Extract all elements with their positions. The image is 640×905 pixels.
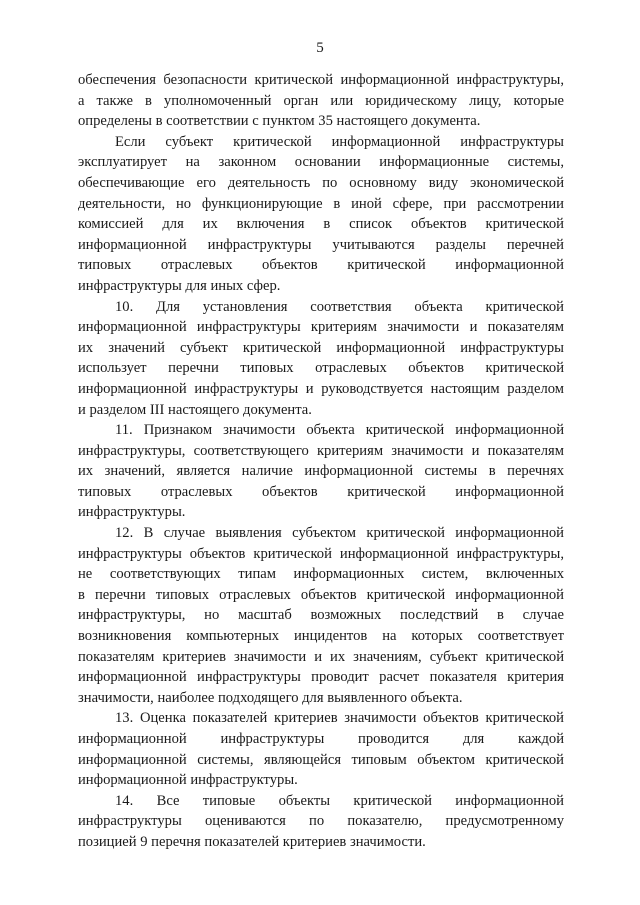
paragraph-line: информационной инфраструктуры проводится для каждой (78, 731, 564, 747)
paragraph-line: инфраструктуры объектов критической информационной инфраструктуры, (78, 545, 564, 562)
paragraph-line: информационной инфраструктуры и руководствуется настоящим разделом (78, 380, 564, 397)
paragraph-line: их значений субъект критической информационной инфраструктуры (78, 339, 564, 356)
paragraph-line: не соответствующих типам информационных систем, включенных (78, 566, 564, 583)
paragraph (78, 708, 564, 790)
paragraph-line: инфраструктуры для иных сфер. (78, 277, 281, 294)
paragraph-line: информационной инфраструктуры критериям значимости и показателям (78, 319, 564, 336)
paragraph-line: Если субъект критической информационной инфраструктуры (115, 133, 564, 150)
paragraph-line: их значений, является наличие информационной системы в перечнях (78, 463, 564, 480)
paragraph-line: эксплуатирует на законном основании информационные системы, (78, 154, 564, 171)
paragraph-line: инфраструктуры, соответствующего критериям значимости и показателям (78, 442, 564, 459)
paragraph-line: 13. Оценка показателей критериев значимости объектов критической (115, 710, 564, 727)
paragraph-line: информационной инфраструктуры учитываются разделы перечней (78, 236, 564, 253)
page-number: 5 (316, 40, 324, 56)
paragraph-line: показателям критериев значимости и их значениям, субъект критической (78, 648, 564, 665)
paragraph-line: типовых отраслевых объектов критической информационной (78, 257, 564, 274)
paragraph-line: возникновения компьютерных инцидентов на которых соответствует (78, 628, 564, 645)
paragraph-line: а также в уполномоченный орган или юридическому лицу, которые (78, 92, 564, 109)
paragraph-line: использует перечни типовых отраслевых объектов критической (78, 360, 564, 377)
paragraph (78, 297, 564, 421)
paragraph-line: в перечни типовых отраслевых объектов критической информационной (78, 586, 564, 603)
paragraph-line: значимости, наиболее подходящего для выявленного объекта. (78, 689, 463, 706)
paragraph-line: обеспечения безопасности критической информационной инфраструктуры, (78, 72, 564, 88)
paragraph (78, 132, 564, 297)
paragraph-line: инфраструктуры, но масштаб возможных последствий в случае (78, 607, 564, 624)
paragraph-line: позицией 9 перечня показателей критериев значимости. (78, 833, 426, 850)
paragraph (78, 523, 564, 708)
paragraph-line: определены в соответствии с пунктом 35 настоящего документа. (78, 113, 481, 130)
paragraph-line: информационной инфраструктуры проводит расчет показателя критерия (78, 669, 564, 686)
paragraph-line: информационной системы, являющейся типовым объектом критической (78, 751, 564, 768)
paragraph (78, 70, 564, 132)
document-body (78, 70, 564, 853)
paragraph (78, 791, 564, 853)
paragraph-line: 11. Признаком значимости объекта критической информационной (115, 422, 564, 439)
paragraph-line: типовых отраслевых объектов критической информационной (78, 483, 564, 500)
paragraph-line: комиссией для их включения в список объектов критической (78, 216, 564, 233)
paragraph (78, 420, 564, 523)
paragraph-line: инфраструктуры оцениваются по показателю, предусмотренному (78, 813, 564, 830)
paragraph-line: инфраструктуры. (78, 504, 186, 521)
paragraph-line: и разделом III настоящего документа. (78, 401, 312, 418)
paragraph-line: информационной инфраструктуры. (78, 772, 298, 789)
paragraph-line: деятельности, но функционирующие в иной сфере, при рассмотрении (78, 195, 564, 212)
paragraph-line: 10. Для установления соответствия объекта критической (115, 298, 564, 315)
paragraph-line: 12. В случае выявления субъектом критической информационной (115, 525, 564, 542)
paragraph-line: 14. Все типовые объекты критической информационной (115, 792, 564, 809)
paragraph-line: обеспечивающие его деятельность по основному виду экономической (78, 174, 564, 191)
